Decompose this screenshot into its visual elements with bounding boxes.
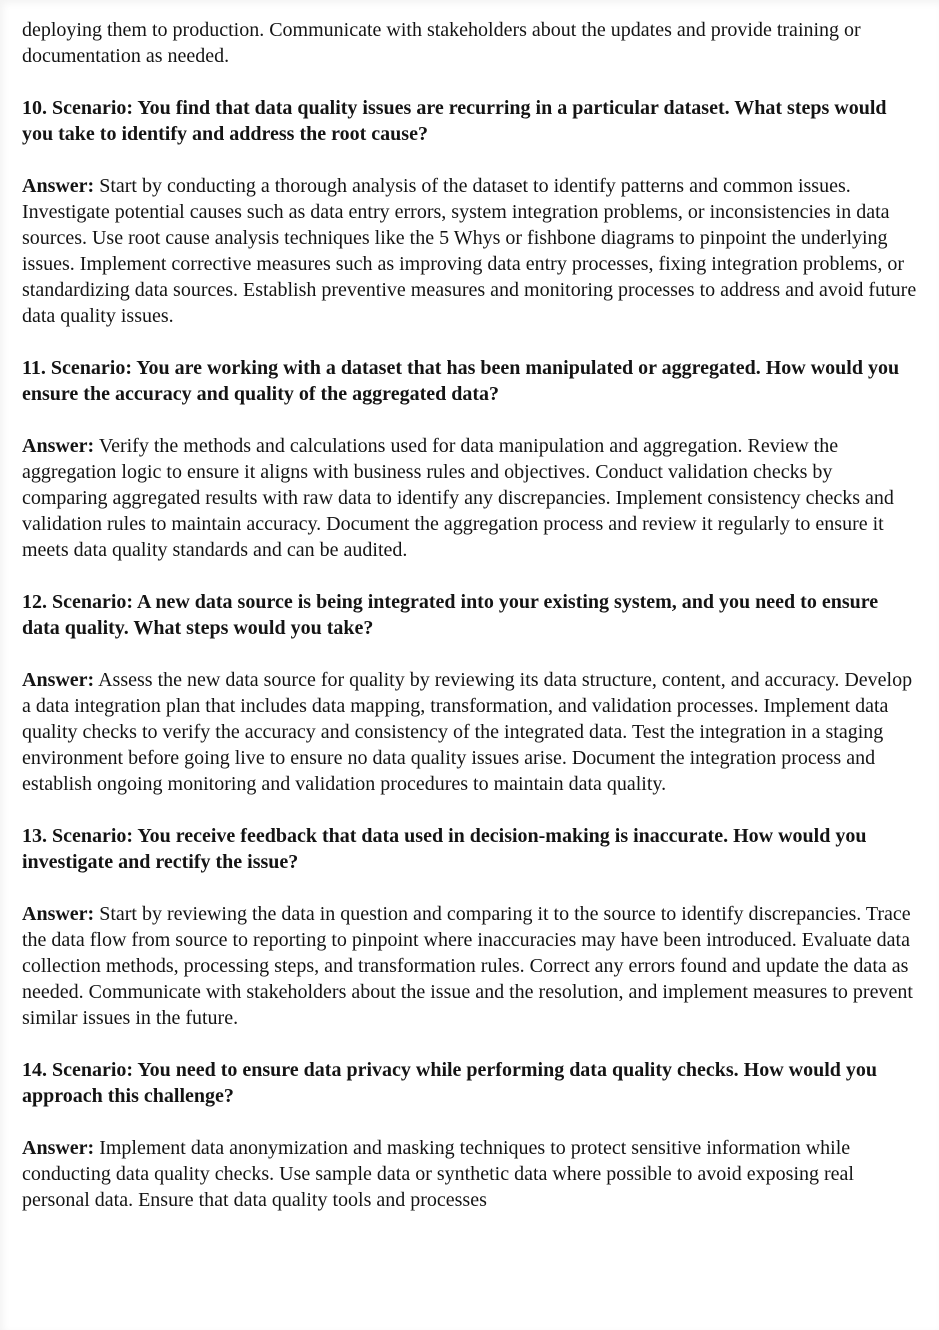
answer-paragraph [22,1135,919,1213]
answer-text: Implement data anonymization and masking techniques to protect sensitive information while conducting data quality checks. Use sample data or synthetic data where possible to avoid exposing real personal data. Ensure that data quality tools and processes [22,1137,854,1211]
answer-text: Assess the new data source for quality by reviewing its data structure, content, and accuracy. Develop a data integration plan that includes data mapping, transformation, and validation processes. Implement data quality checks to verify the accuracy and consistency of the integrated data. Test the integration in a staging environment before going live to ensure no data quality issues arise. Document the integration process and establish ongoing monitoring and validation procedures to maintain data quality. [22,669,913,795]
answer-paragraph [22,667,919,797]
answer-paragraph [22,901,919,1031]
answer-text: Start by reviewing the data in question and comparing it to the source to identify discrepancies. Trace the data flow from source to reporting to pinpoint where inaccuracies may have been introduced. Evaluate data collection methods, processing steps, and transformation rules. Correct any errors found and update the data as needed. Communicate with stakeholders about the issue and the resolution, and implement measures to prevent similar issues in the future. [22,903,913,1029]
question-heading: 12. Scenario: A new data source is being integrated into your existing system, and you need to ensure data quality. What steps would you take? [22,591,879,639]
answer-text: Verify the methods and calculations used for data manipulation and aggregation. Review the aggregation logic to ensure it aligns with business rules and objectives. Conduct validation checks by comparing aggregated results with raw data to identify any discrepancies. Implement consistency checks and validation rules to maintain accuracy. Document the aggregation process and review it regularly to ensure it meets data quality standards and can be audited. [22,435,894,561]
answer-label: Answer: [22,903,95,925]
answer-paragraph [22,433,919,563]
answer-label: Answer: [22,669,95,691]
answer-label: Answer: [22,435,95,457]
answer-text: Start by conducting a thorough analysis of the dataset to identify patterns and common issues. Investigate potential causes such as data entry errors, system integration problems, or inconsistencies in data sources. Use root cause analysis techniques like the 5 Whys or fishbone diagrams to pinpoint the underlying issues. Implement corrective measures such as improving data entry processes, fixing integration problems, or standardizing data sources. Establish preventive measures and monitoring processes to address and avoid future data quality issues. [22,175,917,327]
question-heading: 13. Scenario: You receive feedback that data used in decision-making is inaccurate. How would you investigate and rectify the issue? [22,825,867,873]
question-heading: 14. Scenario: You need to ensure data privacy while performing data quality checks. How would you approach this challenge? [22,1059,878,1107]
document-content [22,17,919,1213]
answer-paragraph [22,173,919,329]
answer-label: Answer: [22,1137,95,1159]
answer-label: Answer: [22,175,95,197]
question-heading: 10. Scenario: You find that data quality issues are recurring in a particular dataset. What steps would you take to identify and address the root cause? [22,97,887,145]
question-heading: 11. Scenario: You are working with a dataset that has been manipulated or aggregated. How would you ensure the accuracy and quality of the aggregated data? [22,357,900,405]
body-paragraph: deploying them to production. Communicate with stakeholders about the updates and provide training or documentation as needed. [22,19,861,67]
